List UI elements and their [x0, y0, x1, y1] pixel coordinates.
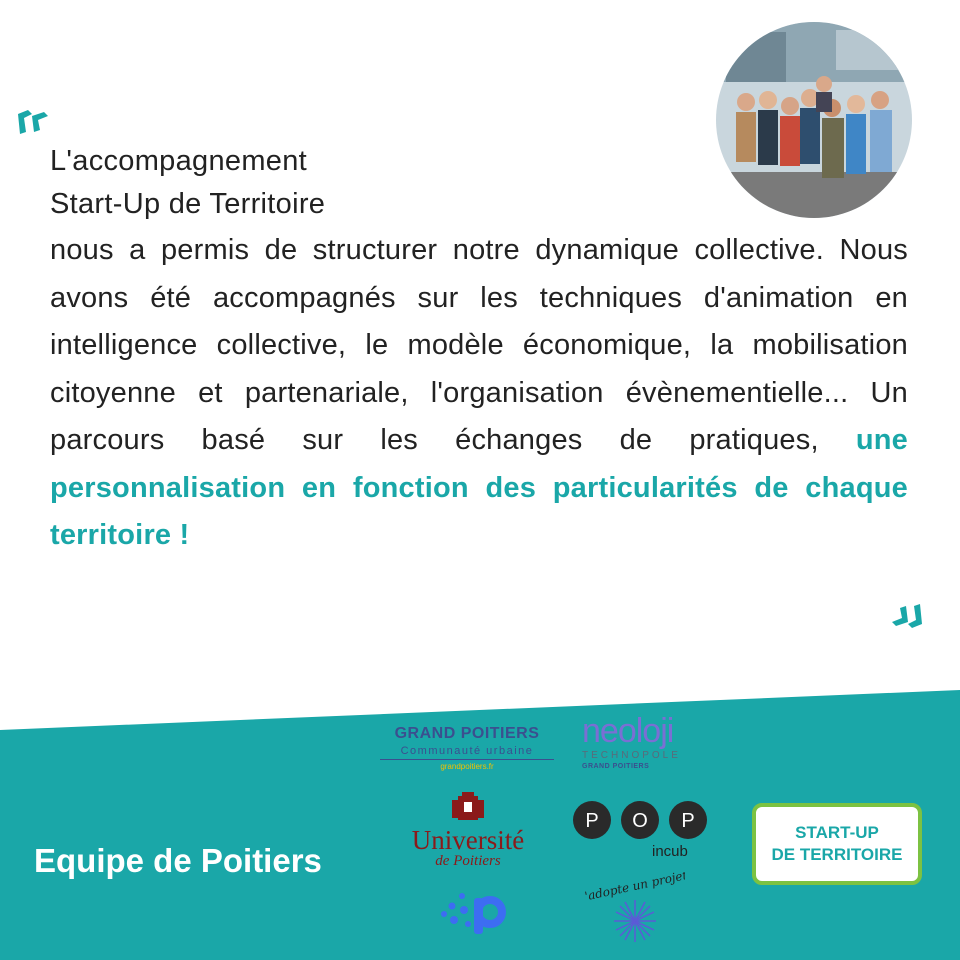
close-quote-icon: [886, 596, 926, 632]
neoloji-sub2: GRAND POITIERS: [582, 763, 650, 770]
quote-intro-line-1: L'accompagnement: [50, 145, 307, 177]
team-photo: [716, 22, 912, 218]
grand-poitiers-logo: [380, 725, 554, 771]
pop-letters: [572, 800, 722, 842]
neoloji-name: neoloji: [582, 712, 674, 750]
startup-line-1: START-UP: [795, 823, 879, 842]
pop-letter-3: P: [681, 810, 695, 832]
jadopte-text: j'adopte un projet: [585, 872, 685, 905]
pop-incub-sub: incub: [652, 843, 688, 860]
grand-poitiers-sub: Communauté urbaine: [400, 745, 534, 757]
universite-name: Université: [411, 825, 525, 855]
quote-body-text: nous a permis de structurer notre dynamique collective. Nous avons été accompagnés sur les techniques d'animation en intelligence collective, le modèle économique, la mobilisation citoyenne et partenariale, l'organisation évènementielle... Un parcours basé sur les échanges de pratiques,: [50, 234, 908, 456]
jadopte-projet-logo: [585, 872, 685, 944]
neoloji-logo: [582, 712, 702, 770]
team-label: Equipe de Poitiers: [34, 842, 322, 879]
open-quote-icon: [14, 106, 54, 142]
university-crest-icon: [448, 790, 488, 824]
quote-body: [50, 227, 908, 560]
p-dots-logo-icon: [432, 880, 512, 940]
grand-poitiers-name: GRAND POITIERS: [394, 725, 540, 742]
pop-letter-1: P: [585, 810, 599, 832]
quote-highlight: une personnalisation en fonction des particularités de chaque territoire !: [50, 424, 908, 551]
quote-intro-line-2: Start-Up de Territoire: [50, 188, 326, 220]
neoloji-sub: TECHNOPOLE: [582, 750, 681, 761]
startup-line-2: DE TERRITOIRE: [771, 845, 903, 864]
startup-territoire-logo: [752, 803, 922, 885]
pop-incub-logo: [572, 800, 722, 860]
jadopte-burst-icon: [585, 872, 685, 944]
pop-letter-2: O: [632, 810, 648, 832]
universite-poitiers-logo: [402, 790, 534, 868]
grand-poitiers-url: grandpoitiers.fr: [440, 762, 494, 771]
universite-sub: de Poitiers: [435, 853, 501, 869]
